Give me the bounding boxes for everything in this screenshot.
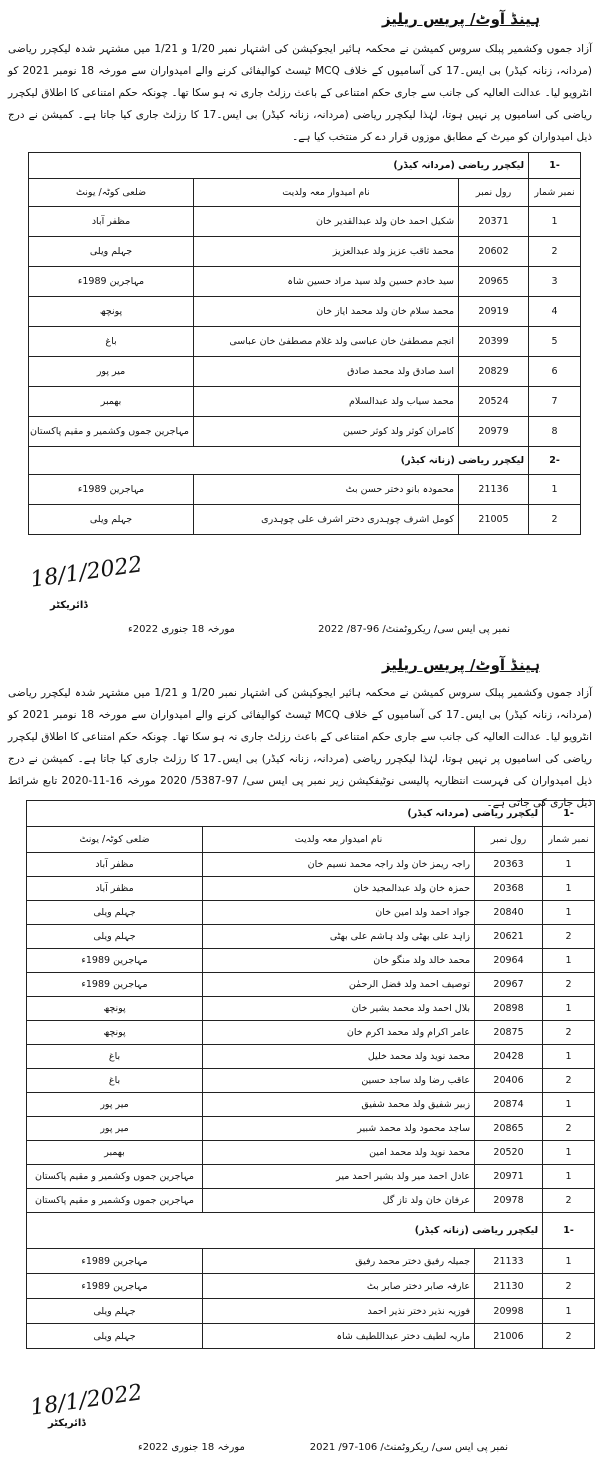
district-cell: باغ <box>27 1045 203 1069</box>
release-date: مورخہ 18 جنوری 2022ء <box>128 624 235 635</box>
name-cell: عارفہ صابر دختر صابر بٹ <box>203 1274 475 1299</box>
serial-cell: 1 <box>543 877 595 901</box>
release1-table <box>28 152 581 535</box>
roll-cell: 21005 <box>459 505 529 535</box>
table-row <box>29 357 581 387</box>
table-row <box>27 1141 595 1165</box>
district-cell: مہاجرین 1989ء <box>27 973 203 997</box>
serial-cell: 2 <box>543 1117 595 1141</box>
district-cell: جہلم ویلی <box>27 901 203 925</box>
district-cell: بھمبر <box>29 387 194 417</box>
cat-number: -2 <box>529 447 581 475</box>
release2-table <box>26 800 595 1349</box>
name-cell: محمد نوید ولد محمد امین <box>203 1141 475 1165</box>
signatory: ڈائریکٹر <box>50 600 88 611</box>
district-cell: میر پور <box>27 1093 203 1117</box>
cat-number: -1 <box>543 1213 595 1249</box>
roll-cell: 20967 <box>475 973 543 997</box>
header-district: ضلعی کوٹہ/ یونٹ <box>29 179 194 207</box>
roll-cell: 20964 <box>475 949 543 973</box>
table-row <box>29 297 581 327</box>
table-row <box>27 1117 595 1141</box>
serial-cell: 5 <box>529 327 581 357</box>
table-row <box>27 1249 595 1274</box>
roll-cell: 21130 <box>475 1274 543 1299</box>
header-district: ضلعی کوٹہ/ یونٹ <box>27 827 203 853</box>
serial-cell: 2 <box>543 973 595 997</box>
name-cell: حمزہ خان ولد عبدالمجید خان <box>203 877 475 901</box>
roll-cell: 20829 <box>459 357 529 387</box>
table-row <box>29 237 581 267</box>
roll-cell: 20428 <box>475 1045 543 1069</box>
roll-cell: 20406 <box>475 1069 543 1093</box>
name-cell: کومل اشرف چوہدری دختر اشرف علی چوہدری <box>194 505 459 535</box>
name-cell: انجم مصطفیٰ خان عباسی ولد غلام مصطفیٰ خان عباسی <box>194 327 459 357</box>
name-cell: زاہد علی بھٹی ولد ہاشم علی بھٹی <box>203 925 475 949</box>
district-cell: مہاجرین 1989ء <box>29 267 194 297</box>
category-heading: لیکچرر ریاضی (مردانہ کیڈر) <box>29 153 529 179</box>
roll-cell: 20874 <box>475 1093 543 1117</box>
release1-heading: ہینڈ آوٹ/ پریس ریلیز <box>381 10 540 28</box>
table-row <box>29 327 581 357</box>
name-cell: عاقب رضا ولد ساجد حسین <box>203 1069 475 1093</box>
signature: 18/1/2022 <box>28 1380 145 1421</box>
district-cell: مہاجرین 1989ء <box>27 949 203 973</box>
table-row <box>27 1093 595 1117</box>
serial-cell: 2 <box>529 237 581 267</box>
name-cell: زبیر شفیق ولد محمد شفیق <box>203 1093 475 1117</box>
roll-cell: 20919 <box>459 297 529 327</box>
category-heading: لیکچرر ریاضی (مردانہ کیڈر) <box>27 801 543 827</box>
serial-cell: 1 <box>543 901 595 925</box>
name-cell: جمیلہ رفیق دختر محمد رفیق <box>203 1249 475 1274</box>
district-cell: مہاجرین جموں وکشمیر و مقیم پاکستان <box>29 417 194 447</box>
district-cell: میر پور <box>29 357 194 387</box>
signature: 18/1/2022 <box>28 552 145 593</box>
name-cell: عرفان خان ولد تاز گل <box>203 1189 475 1213</box>
table-row <box>27 1021 595 1045</box>
name-cell: سید خادم حسین ولد سید مراد حسین شاہ <box>194 267 459 297</box>
serial-cell: 2 <box>543 1324 595 1349</box>
name-cell: کامران کوثر ولد کوثر حسین <box>194 417 459 447</box>
serial-cell: 2 <box>543 925 595 949</box>
district-cell: جہلم ویلی <box>29 237 194 267</box>
district-cell: مظفر آباد <box>29 207 194 237</box>
cat-number: -1 <box>543 801 595 827</box>
serial-cell: 1 <box>543 1141 595 1165</box>
serial-cell: 8 <box>529 417 581 447</box>
table-row <box>29 387 581 417</box>
table-row <box>27 901 595 925</box>
roll-cell: 20363 <box>475 853 543 877</box>
roll-cell: 20524 <box>459 387 529 417</box>
serial-cell: 1 <box>543 997 595 1021</box>
roll-cell: 20979 <box>459 417 529 447</box>
reference-number: نمبر پی ایس سی/ ریکروٹمنٹ/ 106-97/ 2021 <box>309 1442 508 1453</box>
name-cell: محمد ثاقب عزیز ولد عبدالعزیز <box>194 237 459 267</box>
district-cell: جہلم ویلی <box>29 505 194 535</box>
serial-cell: 1 <box>543 1045 595 1069</box>
roll-cell: 20898 <box>475 997 543 1021</box>
roll-cell: 20965 <box>459 267 529 297</box>
name-cell: جواد احمد ولد امین خان <box>203 901 475 925</box>
serial-cell: 6 <box>529 357 581 387</box>
district-cell: مہاجرین جموں وکشمیر و مقیم پاکستان <box>27 1189 203 1213</box>
cat-number: -1 <box>529 153 581 179</box>
serial-cell: 1 <box>543 853 595 877</box>
table-row <box>27 1165 595 1189</box>
district-cell: جہلم ویلی <box>27 1324 203 1349</box>
release2-heading: ہینڈ آوٹ/ پریس ریلیز <box>381 656 540 674</box>
roll-cell: 20998 <box>475 1299 543 1324</box>
roll-cell: 20840 <box>475 901 543 925</box>
roll-cell: 20520 <box>475 1141 543 1165</box>
serial-cell: 1 <box>543 1249 595 1274</box>
name-cell: محمودہ بانو دختر حسن بٹ <box>194 475 459 505</box>
header-name: نام امیدوار معہ ولدیت <box>203 827 475 853</box>
reference-number: نمبر پی ایس سی/ ریکروٹمنٹ/ 96-87/ 2022 <box>318 624 510 635</box>
table-row <box>29 207 581 237</box>
serial-cell: 1 <box>529 207 581 237</box>
table-row <box>27 1069 595 1093</box>
serial-cell: 2 <box>543 1069 595 1093</box>
table-row <box>27 853 595 877</box>
table-row <box>27 1274 595 1299</box>
roll-cell: 20399 <box>459 327 529 357</box>
roll-cell: 20971 <box>475 1165 543 1189</box>
serial-cell: 2 <box>543 1274 595 1299</box>
table-row <box>29 417 581 447</box>
name-cell: راجہ ریمز خان ولد راجہ محمد نسیم خان <box>203 853 475 877</box>
header-roll: رول نمبر <box>459 179 529 207</box>
name-cell: ماریہ لطیف دختر عبداللطیف شاہ <box>203 1324 475 1349</box>
name-cell: ساجد محمود ولد محمد شبیر <box>203 1117 475 1141</box>
header-serial: نمبر شمار <box>529 179 581 207</box>
district-cell: جہلم ویلی <box>27 925 203 949</box>
category-heading: لیکچرر ریاضی (زنانہ کیڈر) <box>27 1213 543 1249</box>
district-cell: باغ <box>27 1069 203 1093</box>
name-cell: شکیل احمد خان ولد عبدالقدیر خان <box>194 207 459 237</box>
district-cell: باغ <box>29 327 194 357</box>
name-cell: اسد صادق ولد محمد صادق <box>194 357 459 387</box>
serial-cell: 3 <box>529 267 581 297</box>
serial-cell: 1 <box>543 1299 595 1324</box>
roll-cell: 20368 <box>475 877 543 901</box>
serial-cell: 1 <box>529 475 581 505</box>
release-date: مورخہ 18 جنوری 2022ء <box>138 1442 245 1453</box>
serial-cell: 2 <box>543 1021 595 1045</box>
roll-cell: 20865 <box>475 1117 543 1141</box>
roll-cell: 20371 <box>459 207 529 237</box>
name-cell: توصیف احمد ولد فضل الرحمٰن <box>203 973 475 997</box>
name-cell: بلال احمد ولد محمد بشیر خان <box>203 997 475 1021</box>
table-row <box>27 877 595 901</box>
roll-cell: 21006 <box>475 1324 543 1349</box>
serial-cell: 1 <box>543 1165 595 1189</box>
table-row <box>27 973 595 997</box>
name-cell: عامر اکرام ولد محمد اکرم خان <box>203 1021 475 1045</box>
table-row <box>27 1299 595 1324</box>
serial-cell: 1 <box>543 1093 595 1117</box>
district-cell: مظفر آباد <box>27 877 203 901</box>
roll-cell: 20602 <box>459 237 529 267</box>
name-cell: محمد سیاب ولد عبدالسلام <box>194 387 459 417</box>
district-cell: مظفر آباد <box>27 853 203 877</box>
name-cell: فوزیہ نذیر دختر نذیر احمد <box>203 1299 475 1324</box>
table-row <box>29 475 581 505</box>
district-cell: بھمبر <box>27 1141 203 1165</box>
header-name: نام امیدوار معہ ولدیت <box>194 179 459 207</box>
name-cell: محمد خالد ولد منگو خان <box>203 949 475 973</box>
district-cell: میر پور <box>27 1117 203 1141</box>
roll-cell: 20621 <box>475 925 543 949</box>
table-row <box>27 925 595 949</box>
district-cell: جہلم ویلی <box>27 1299 203 1324</box>
district-cell: پونچھ <box>27 997 203 1021</box>
district-cell: پونچھ <box>27 1021 203 1045</box>
district-cell: مہاجرین جموں وکشمیر و مقیم پاکستان <box>27 1165 203 1189</box>
district-cell: مہاجرین 1989ء <box>29 475 194 505</box>
roll-cell: 20978 <box>475 1189 543 1213</box>
category-heading: لیکچرر ریاضی (زنانہ کیڈر) <box>29 447 529 475</box>
table-row <box>27 1324 595 1349</box>
table-row <box>29 505 581 535</box>
district-cell: مہاجرین 1989ء <box>27 1274 203 1299</box>
serial-cell: 4 <box>529 297 581 327</box>
roll-cell: 21133 <box>475 1249 543 1274</box>
district-cell: پونچھ <box>29 297 194 327</box>
name-cell: عادل احمد میر ولد بشیر احمد میر <box>203 1165 475 1189</box>
serial-cell: 1 <box>543 949 595 973</box>
table-row <box>27 1045 595 1069</box>
roll-cell: 21136 <box>459 475 529 505</box>
serial-cell: 2 <box>543 1189 595 1213</box>
table-row <box>27 949 595 973</box>
district-cell: مہاجرین 1989ء <box>27 1249 203 1274</box>
header-roll: رول نمبر <box>475 827 543 853</box>
table-row <box>27 1189 595 1213</box>
release2-paragraph: آزاد جموں وکشمیر پبلک سروس کمیشن نے محکمہ ہائیر ایجوکیشن کی اشتہار نمبر 1/20 و 1/21 میں مشتہر شدہ لیکچرر ریاضی (مردانہ، زنانہ کیڈر) بی ایس۔17 کی آسامیوں کے خلاف MCQ ٹیسٹ کوالیفائی کرنے والے امیدواران سے مورخہ 18 نومبر 2021 کو انٹرویو لیا۔ عدالت العالیہ کی جانب سے جاری حکم امتناعی کے باعث رزلٹ جاری نہ ہو سکا تھا۔ چونکہ حکم امتناعی کا اطلاق لیکچرر ریاضی کی اسامیوں پر نہیں ہوتا، لہٰذا لیکچرر ریاضی (مردانہ، زنانہ کیڈر) بی ایس۔17 کا رزلٹ جاری کیا جاتا ہے۔ کمیشن نے درج ذیل امیدواران کی فہرست انتظاریہ پالیسی نوٹیفکیشن زیر نمبر پی ایس سی/ 97-5387/ 2020 مورخہ 16-11-2020 تابع شرائط ذیل جاری کی جاتی ہے۔ <box>8 687 593 809</box>
name-cell: محمد نوید ولد محمد خلیل <box>203 1045 475 1069</box>
serial-cell: 7 <box>529 387 581 417</box>
table-row <box>27 997 595 1021</box>
signatory: ڈائریکٹر <box>48 1418 86 1429</box>
name-cell: محمد سلام خان ولد محمد ایاز خان <box>194 297 459 327</box>
roll-cell: 20875 <box>475 1021 543 1045</box>
serial-cell: 2 <box>529 505 581 535</box>
table-row <box>29 267 581 297</box>
release1-paragraph: آزاد جموں وکشمیر پبلک سروس کمیشن نے محکمہ ہائیر ایجوکیشن کی اشتہار نمبر 1/20 و 1/21 میں مشتہر شدہ لیکچرر ریاضی (مردانہ، زنانہ کیڈر) بی ایس۔17 کی آسامیوں کے خلاف MCQ ٹیسٹ کوالیفائی کرنے والے امیدواران سے مورخہ 18 نومبر 2021 کو انٹرویو لیا۔ عدالت العالیہ کی جانب سے جاری حکم امتناعی کے باعث رزلٹ جاری نہ ہو سکا تھا۔ چونکہ حکم امتناعی کا اطلاق لیکچرر ریاضی کی اسامیوں پر نہیں ہوتا، لہٰذا لیکچرر ریاضی (مردانہ، زنانہ کیڈر) بی ایس۔17 کا رزلٹ جاری کیا جاتا ہے۔ کمیشن نے درج ذیل امیدواران کو میرٹ کے مطابق موزوں قرار دے کر منتخب کیا ہے۔ <box>8 43 593 143</box>
header-serial: نمبر شمار <box>543 827 595 853</box>
